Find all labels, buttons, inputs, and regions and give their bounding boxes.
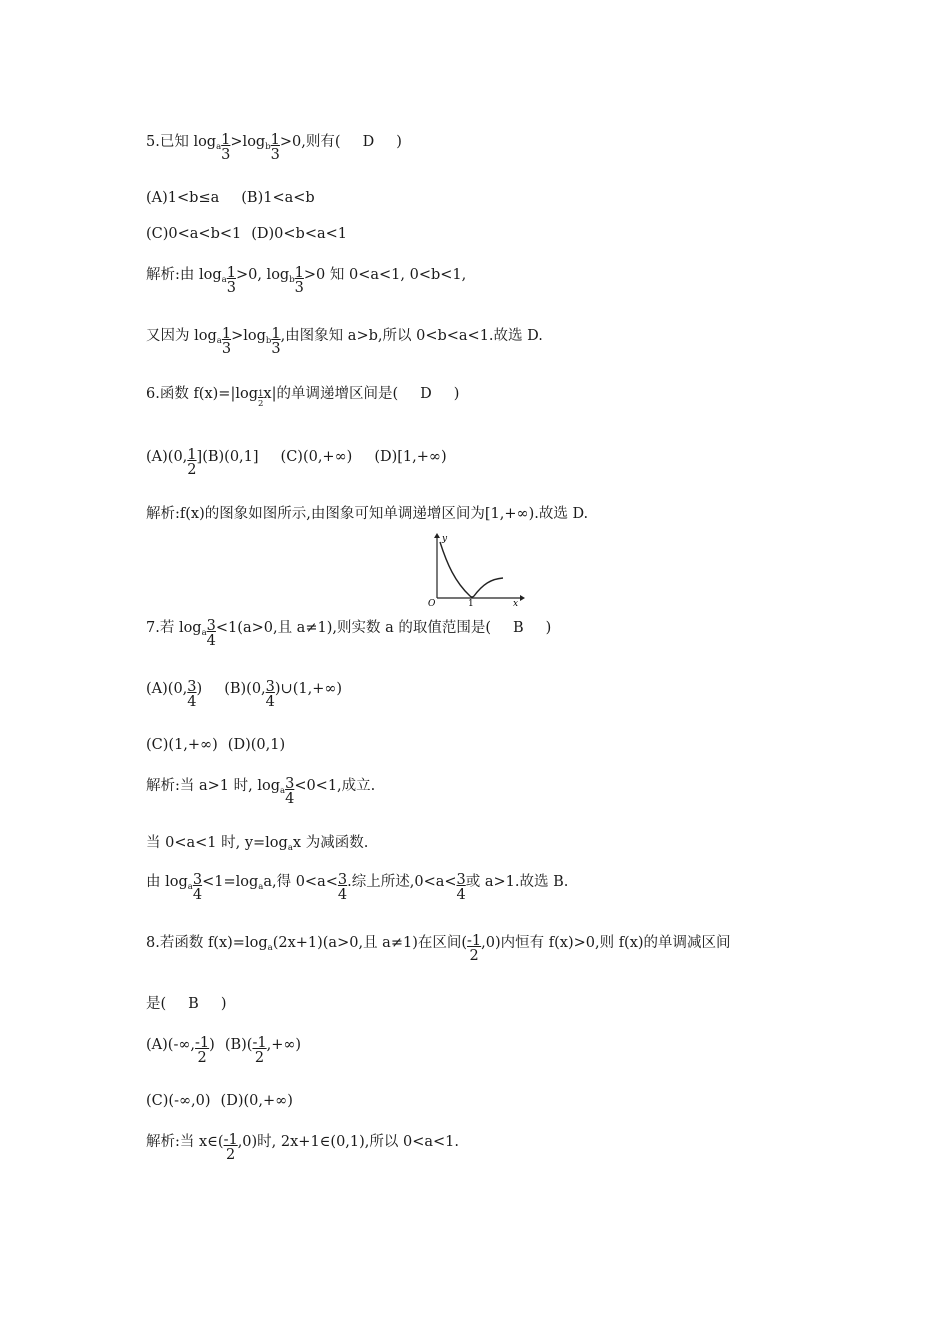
q7-option-b: (B)(0, $\frac{3}{4}$ )∪(1,+∞)	[224, 679, 343, 710]
q7-option-d: (D)(0,1)	[227, 737, 286, 753]
q8-option-d: (D)(0,+∞)	[220, 1093, 293, 1109]
q6-option-d: (D)[1,+∞)	[374, 449, 447, 465]
q8-option-a: (A)(-∞, $\frac{-1}{2}$ )	[146, 1035, 215, 1066]
q7-option-b-fraction: $\frac{3}{4}$	[265, 679, 275, 710]
q8-stem-line-2: 是( B )	[146, 996, 227, 1012]
q7-solution-line-3: 由 $\log_a$ $\frac{3}{4}$ $<1=\log_aa$,得 0<a< $\frac{3}{4}$ .综上所述,0<a< $\frac{3}{4}$ 或 a>1.故选 B.	[146, 872, 569, 903]
q7-options-row-1	[146, 680, 342, 710]
q8-answer: B	[188, 996, 199, 1012]
q6-solution: 解析:f(x)的图象如图所示,由图象可知单调递增区间为[1,+∞).故选 D.	[146, 506, 589, 522]
graph-y-arrow	[434, 533, 440, 538]
q6-option-a-fraction: $\frac{1}{2}$	[187, 447, 197, 478]
q6-options-row	[146, 448, 447, 478]
q5-solution-line-2: 又因为 $\log_a$ $\frac{1}{3}$ $>\log_b$ $\frac{1}{3}$ ,由图象知 a>b,所以 0<b<a<1.故选 D.	[146, 326, 543, 357]
q5-sol-fraction-4: $\frac{1}{3}$	[271, 326, 281, 357]
q7-stem: 7.若 $\log_a$ $\frac{3}{4}$ <1(a>0,且 a≠1),则实数 a 的取值范围是( B )	[146, 618, 552, 649]
q8-options-row-2	[146, 1092, 293, 1110]
q5-answer: D	[362, 134, 375, 150]
q7-options-row-2	[146, 736, 285, 754]
graph-origin-label: O	[428, 599, 436, 608]
q6-function-graph	[425, 532, 525, 608]
q8-option-c: (C)(-∞,0)	[146, 1093, 211, 1109]
q5-sol-fraction-2: $\frac{1}{3}$	[294, 265, 304, 296]
q5-stem: 5.已知 $\log_a$ $\frac{1}{3}$ $>\log_b$ $\frac{1}{3}$ >0,则有( D )	[146, 132, 402, 163]
q6-option-c: (C)(0,+∞)	[280, 449, 353, 465]
q7-solution-line-2: 当 0<a<1 时, $y=\log_ax$ 为减函数.	[146, 835, 369, 853]
graph-tick-label: 1	[468, 599, 474, 608]
q7-answer: B	[512, 620, 524, 636]
q7-option-a-fraction: $\frac{3}{4}$	[187, 679, 197, 710]
graph-x-arrow	[520, 595, 525, 601]
q5-fraction-1: $\frac{1}{3}$	[221, 132, 231, 163]
q8-stem-line-1: 8.若函数 $f(x)=\log_a(2x+1)(a>0$,且 a≠1)在区间( $\frac{-1}{2}$ ,0)内恒有 f(x)>0,则 f(x)的单调减区间	[146, 933, 731, 964]
q5-sol-fraction-3: $\frac{1}{3}$	[221, 326, 232, 357]
q6-option-b: (B)(0,1]	[202, 449, 259, 465]
q8-sol-fraction: $\frac{-1}{2}$	[223, 1132, 238, 1163]
graph-y-label: y	[442, 534, 448, 544]
q8-fraction: $\frac{-1}{2}$	[467, 933, 482, 964]
q7-fraction: $\frac{3}{4}$	[206, 618, 216, 649]
graph-curve	[440, 542, 503, 597]
q5-options-row-1	[146, 189, 315, 207]
graph-x-label: x	[513, 599, 519, 608]
q6-answer: D	[420, 386, 432, 402]
q5-fraction-2: $\frac{1}{3}$	[270, 132, 280, 163]
q8-option-a-fraction: $\frac{-1}{2}$	[195, 1035, 210, 1066]
q8-solution: 解析:当 x∈( $\frac{-1}{2}$ ,0)时, 2x+1∈(0,1),所以 0<a<1.	[146, 1132, 460, 1163]
q8-options-row-1	[146, 1036, 301, 1066]
q5-option-a: (A)1<b≤a	[146, 190, 220, 206]
q7-sol-fraction-3: $\frac{3}{4}$	[337, 872, 348, 903]
q7-sol-fraction-1: $\frac{3}{4}$	[285, 776, 295, 807]
q8-option-b-fraction: $\frac{-1}{2}$	[252, 1035, 267, 1066]
q7-solution-line-1: 解析:当 a>1 时, $\log_a$ $\frac{3}{4}$ <0<1,成立.	[146, 776, 376, 807]
q5-options-row-2	[146, 225, 347, 243]
q7-option-a: (A)(0, $\frac{3}{4}$ )	[146, 679, 203, 710]
q7-option-c: (C)(1,+∞)	[146, 737, 218, 753]
q5-sol-fraction-1: $\frac{1}{3}$	[226, 265, 236, 296]
q6-stem: 6.函数 f(x)=|log $\frac{1}{2}$ x|的单调递增区间是( D )	[146, 386, 460, 409]
q5-option-b: (B)1<a<b	[241, 190, 315, 206]
q6-log-base-fraction: $\frac{1}{2}$	[258, 389, 264, 409]
q6-option-a: (A)(0, $\frac{1}{2}$ ]	[146, 447, 203, 478]
q8-option-b: (B)( $\frac{-1}{2}$ ,+∞)	[224, 1035, 302, 1066]
q7-sol-fraction-4: $\frac{3}{4}$	[456, 872, 466, 903]
q5-option-c: (C)0<a<b<1	[146, 226, 242, 242]
q7-sol-fraction-2: $\frac{3}{4}$	[192, 872, 203, 903]
q5-option-d: (D)0<b<a<1	[251, 226, 347, 242]
q5-solution-line-1: 解析:由 $\log_a$ $\frac{1}{3}$ >0, $\log_b$ $\frac{1}{3}$ >0 知 0<a<1, 0<b<1,	[146, 265, 467, 296]
